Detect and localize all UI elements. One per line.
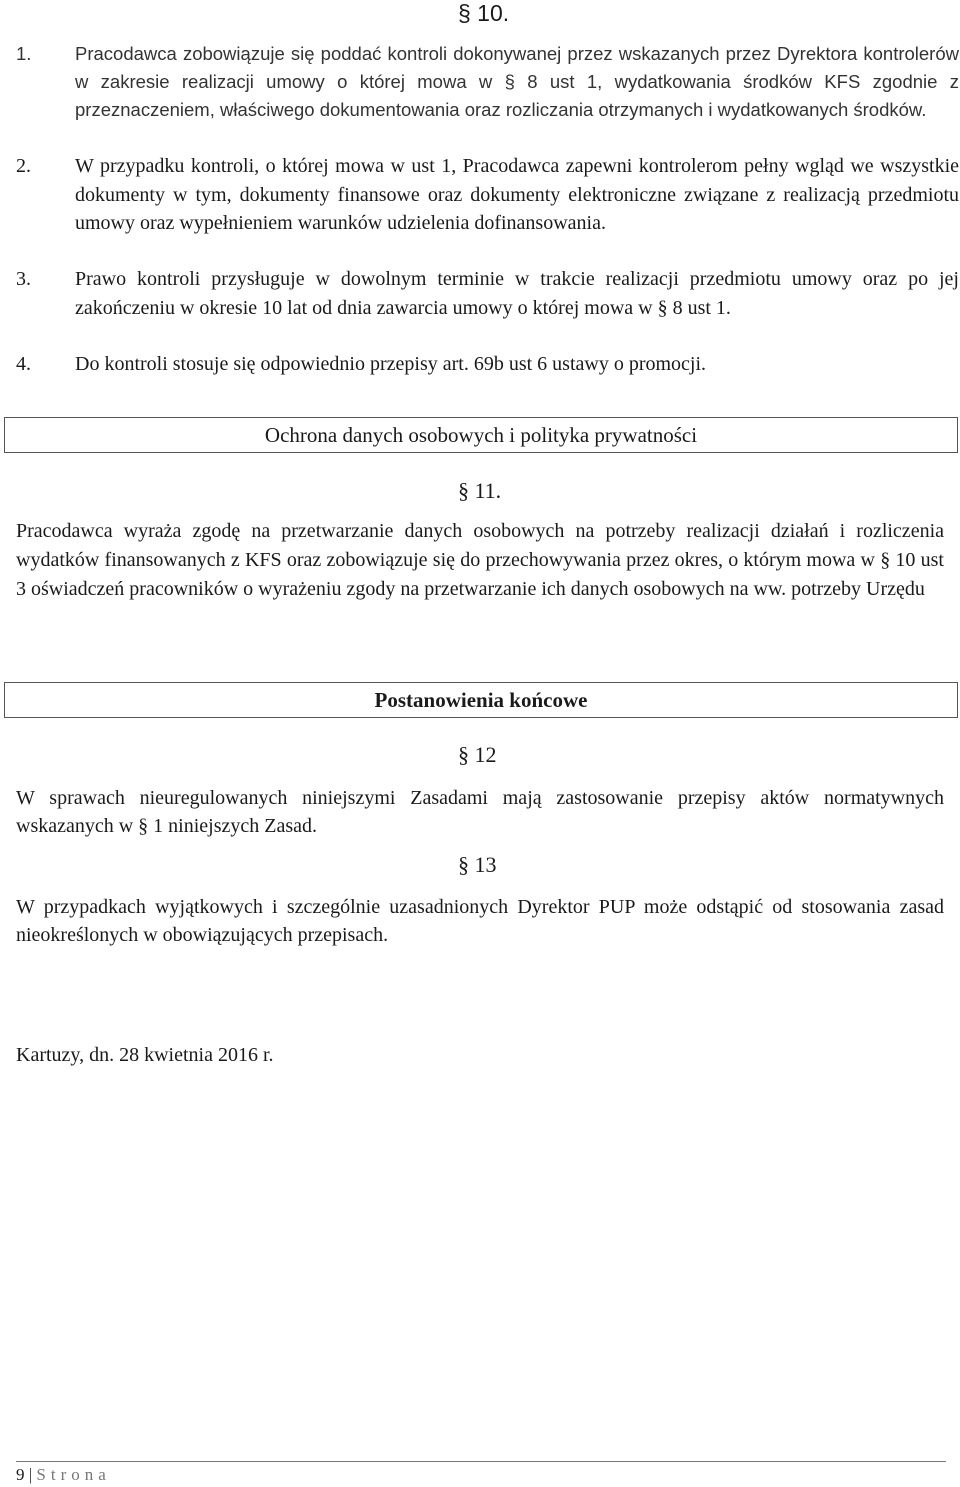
list-item-text: Pracodawca zobowiązuje się poddać kontroli dokonywanej przez wskazanych przez Dyrektora kontrolerów w zakresie realizacji umowy o której mowa w § 8 ust 1, wydatkowania środków KFS zgodnie z przeznaczeniem, właściwego dokumentowania oraz rozliczania otrzymanych i wydatkowanych środków. [75, 43, 959, 120]
page-footer [16, 1464, 111, 1486]
section-11-text: Pracodawca wyraża zgodę na przetwarzanie danych osobowych na potrzeby realizacji działań i rozliczenia wydatków finansowanych z KFS oraz zobowiązuje się do przechowywania przez okres, o którym mowa w § 10 ust 3 oświadczeń pracowników o wyrażeniu zgody na przetwarzanie ich danych osobowych na ww. potrzeby Urzędu [16, 520, 944, 600]
list-item-text: Do kontroli stosuje się odpowiednio przepisy art. 69b ust 6 ustawy o promocji. [75, 353, 707, 375]
list-item-number: 4. [16, 353, 31, 375]
list-item [16, 152, 959, 264]
section-13-heading: § 13 [458, 852, 497, 877]
section-12-heading: § 12 [458, 742, 497, 767]
section-title-box-final [4, 682, 958, 718]
place-date: Kartuzy, dn. 28 kwietnia 2016 r. [16, 1044, 274, 1066]
section-title-box-privacy [4, 417, 958, 453]
list-item [16, 350, 944, 378]
list-item-text: Prawo kontroli przysługuje w dowolnym terminie w trakcie realizacji przedmiotu umowy oraz po jej zakończeniu w okresie 10 lat od dnia zawarcia umowy o której mowa w § 8 ust 1. [75, 268, 959, 319]
section-13-text: W przypadkach wyjątkowych i szczególnie uzasadnionych Dyrektor PUP może odstąpić od stosowania zasad nieokreślonych w obowiązujących przepisach. [16, 896, 944, 946]
section-10-heading: § 10. [458, 0, 510, 26]
list-item-text: W przypadku kontroli, o której mowa w ust 1, Pracodawca zapewni kontrolerom pełny wgląd we wszystkie dokumenty w tym, dokumenty finansowe oraz dokumenty elektroniczne związane z realizacją przedmiotu umowy oraz wypełnieniem warunków udzielenia dofinansowania. [75, 155, 959, 234]
page-number: 9 [16, 1465, 25, 1484]
section-title: Postanowienia końcowe [374, 688, 588, 712]
page-label: Strona [36, 1465, 111, 1484]
footer-divider [16, 1461, 946, 1462]
list-item [16, 265, 959, 349]
section-11-heading: § 11. [458, 478, 502, 503]
list-item [16, 40, 959, 152]
section-12-text: W sprawach nieuregulowanych niniejszymi Zasadami mają zastosowanie przepisy aktów normatywnych wskazanych w § 1 niniejszych Zasad. [16, 787, 944, 837]
footer-separator: | [28, 1465, 33, 1484]
list-item-number: 1. [16, 43, 32, 64]
section-title: Ochrona danych osobowych i polityka prywatności [264, 423, 698, 447]
list-item-number: 3. [16, 268, 31, 290]
list-item-number: 2. [16, 155, 31, 177]
